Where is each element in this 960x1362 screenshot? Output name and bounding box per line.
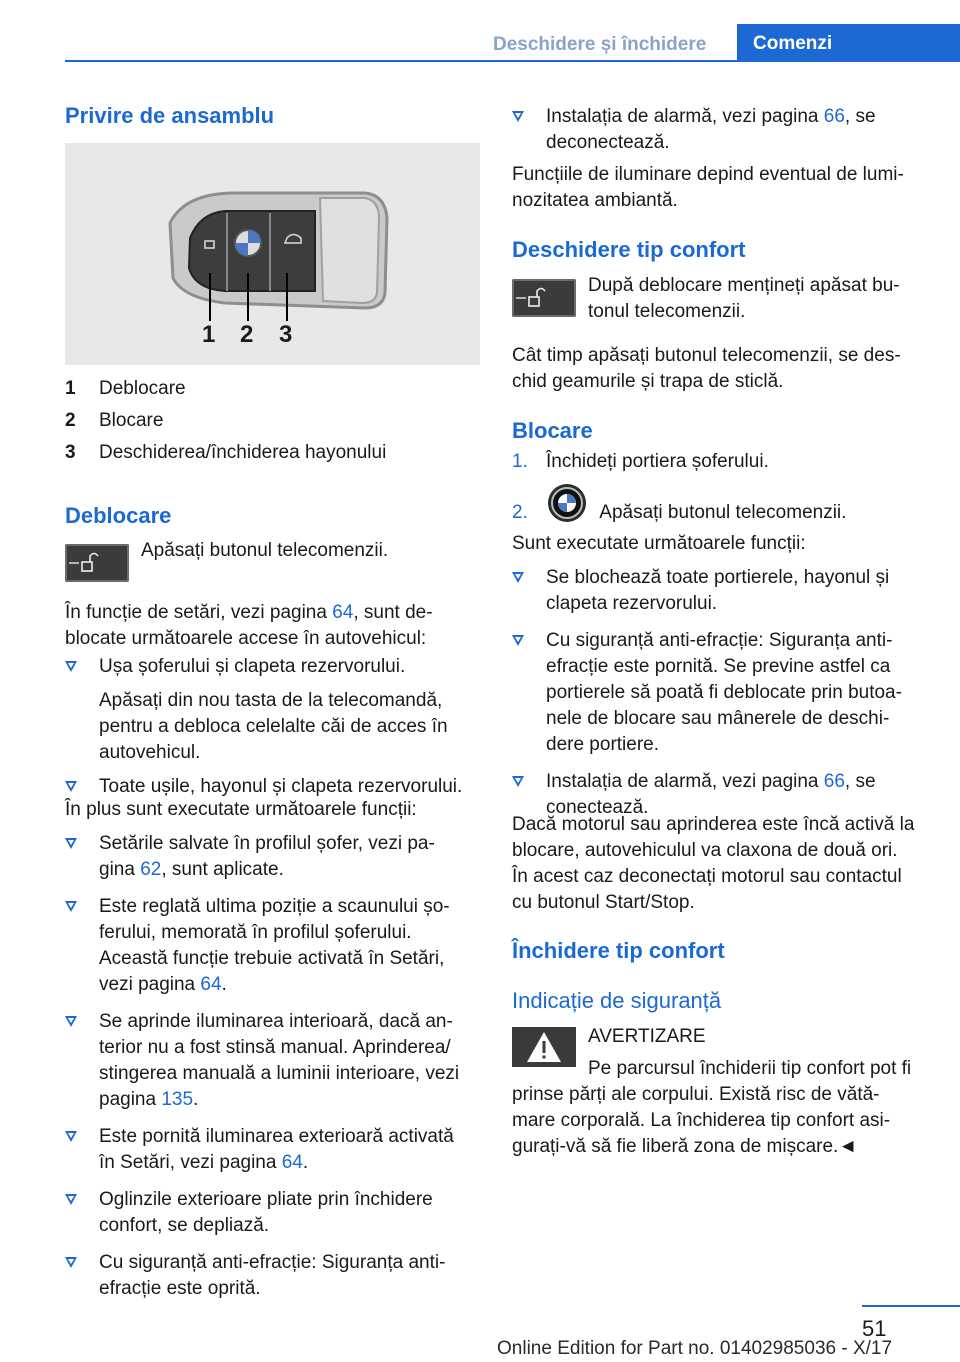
legend-text: Blocare	[99, 410, 164, 431]
legend-item	[65, 410, 163, 432]
list-item: Instalația de alarmă, vezi pagina 66, se conectează.	[512, 769, 927, 821]
lock-functions-intro: Sunt executate următoarele funcții:	[512, 533, 806, 554]
lighting-note: Funcțiile de iluminare depind eventual de lumi- nozitatea ambiantă.	[512, 164, 904, 211]
figure-label-2: 2	[240, 321, 254, 348]
unlock-paragraph: În funcție de setări, vezi pagina 64, sunt de- blocate următoarele accese în autovehicul:	[65, 602, 433, 649]
overview-title: Privire de ansamblu	[65, 103, 275, 128]
list-item: Instalația de alarmă, vezi pagina 66, se deconectează.	[512, 104, 927, 156]
legend-text: Deschiderea/închiderea hayonului	[99, 442, 387, 463]
page-link[interactable]: 64	[332, 602, 354, 623]
legend-number: 2	[65, 410, 76, 431]
horn-paragraph: Dacă motorul sau aprinderea este încă activă la blocare, autovehiculul va claxona de două ori. În acest caz deconectați motorul sau contactul cu butonul Start/Stop.	[512, 814, 915, 913]
list-item: Este reglată ultima poziție a scaunului șo- ferului, memorată în profilul șoferului. Această funcție trebuie activată în Setări, vezi pagina 64.	[65, 894, 480, 998]
comfort-close-title: Închidere tip confort	[512, 938, 725, 963]
legend-number: 1	[65, 378, 76, 399]
comfort-open-title: Deschidere tip confort	[512, 237, 746, 262]
page-link[interactable]: 64	[200, 974, 222, 995]
list-item: Se blochează toate portierele, hayonul și clapeta rezervorului.	[512, 565, 927, 617]
header-section-title: Deschidere și închidere	[493, 34, 707, 55]
lock-functions-list	[512, 565, 927, 821]
lock-step: 1. Închideți portiera șoferului.	[512, 451, 769, 472]
unlock-instruction: Apăsați butonul telecomenzii.	[141, 540, 389, 561]
list-item: Ușa șoferului și clapeta rezervorului. Apăsați din nou tasta de la telecomandă, pentru a debloca celelalte căi de acces în autovehicul.	[65, 654, 480, 766]
comfort-open-paragraph: Cât timp apăsați butonul telecomenzii, se des- chid geamurile și trapa de sticlă.	[512, 345, 901, 392]
footer-rule	[862, 1305, 960, 1307]
page-link[interactable]: 62	[140, 859, 162, 880]
legend-item	[65, 442, 386, 464]
page-link[interactable]: 66	[823, 106, 845, 127]
unlock-title: Deblocare	[65, 503, 172, 528]
header-rule	[65, 60, 960, 62]
list-item: Este pornită iluminarea exterioară activată în Setări, vezi pagina 64.	[65, 1124, 480, 1176]
list-item: Oglinzile exterioare pliate prin închidere confort, se depliază.	[65, 1187, 480, 1239]
additional-functions-list	[65, 831, 480, 1302]
key-fob-figure	[65, 143, 480, 365]
edition-note: Online Edition for Part no. 01402985036 - X/17	[497, 1338, 893, 1359]
list-item: Cu siguranță anti-efracție: Siguranța anti- efracție este oprită.	[65, 1250, 480, 1302]
lock-title: Blocare	[512, 418, 593, 443]
legend-text: Deblocare	[99, 378, 186, 399]
unlock-button-icon	[65, 544, 129, 582]
list-item: Setările salvate în profilul șofer, vezi pa- gina 62, sunt aplicate.	[65, 831, 480, 883]
additional-functions-intro: În plus sunt executate următoarele funcții:	[65, 799, 417, 820]
bmw-button-icon	[548, 484, 586, 522]
safety-title: Indicație de siguranță	[512, 988, 722, 1013]
warning-text-line: Pe parcursul închiderii tip confort pot fi	[588, 1058, 912, 1079]
list-item: Toate ușile, hayonul și clapeta rezervorului.	[65, 774, 480, 800]
list-item: Cu siguranță anti-efracție: Siguranța anti- efracție este pornită. Se previne astfel ca portierele să poată fi deblocate prin butoa- nele de blocare sau mânerele de deschi- dere portiere.	[512, 628, 927, 758]
page-number: 51	[862, 1316, 887, 1341]
warning-label: AVERTIZARE	[588, 1026, 706, 1047]
page-link[interactable]: 64	[281, 1152, 303, 1173]
header-chapter-tab[interactable]: Comenzi	[737, 24, 960, 62]
unlock-button-icon	[512, 279, 576, 317]
key-fob-illustration	[65, 143, 480, 365]
page-link[interactable]: 66	[823, 771, 845, 792]
warning-icon	[512, 1027, 576, 1067]
list-item: Se aprinde iluminarea interioară, dacă an- terior nu a fost stinsă manual. Aprinderea/ stingerea manuală a luminii interioare, vezi pagina 135.	[65, 1009, 480, 1113]
legend-number: 3	[65, 442, 76, 463]
legend-item	[65, 378, 186, 400]
figure-label-3: 3	[279, 321, 293, 348]
warning-text: prinse părți ale corpului. Există risc de vătă- mare corporală. La închiderea tip confort asi- gurați-vă să fie liberă zona de mișcare.◄	[512, 1084, 891, 1157]
continued-list	[512, 104, 927, 156]
figure-label-1: 1	[202, 321, 216, 348]
lock-step: 2. Apăsați butonul telecomenzii.	[512, 502, 846, 524]
unlock-list	[65, 654, 480, 800]
page-link[interactable]: 135	[161, 1089, 194, 1110]
comfort-open-instruction: După deblocare mențineți apăsat bu- tonul telecomenzii.	[588, 275, 900, 322]
